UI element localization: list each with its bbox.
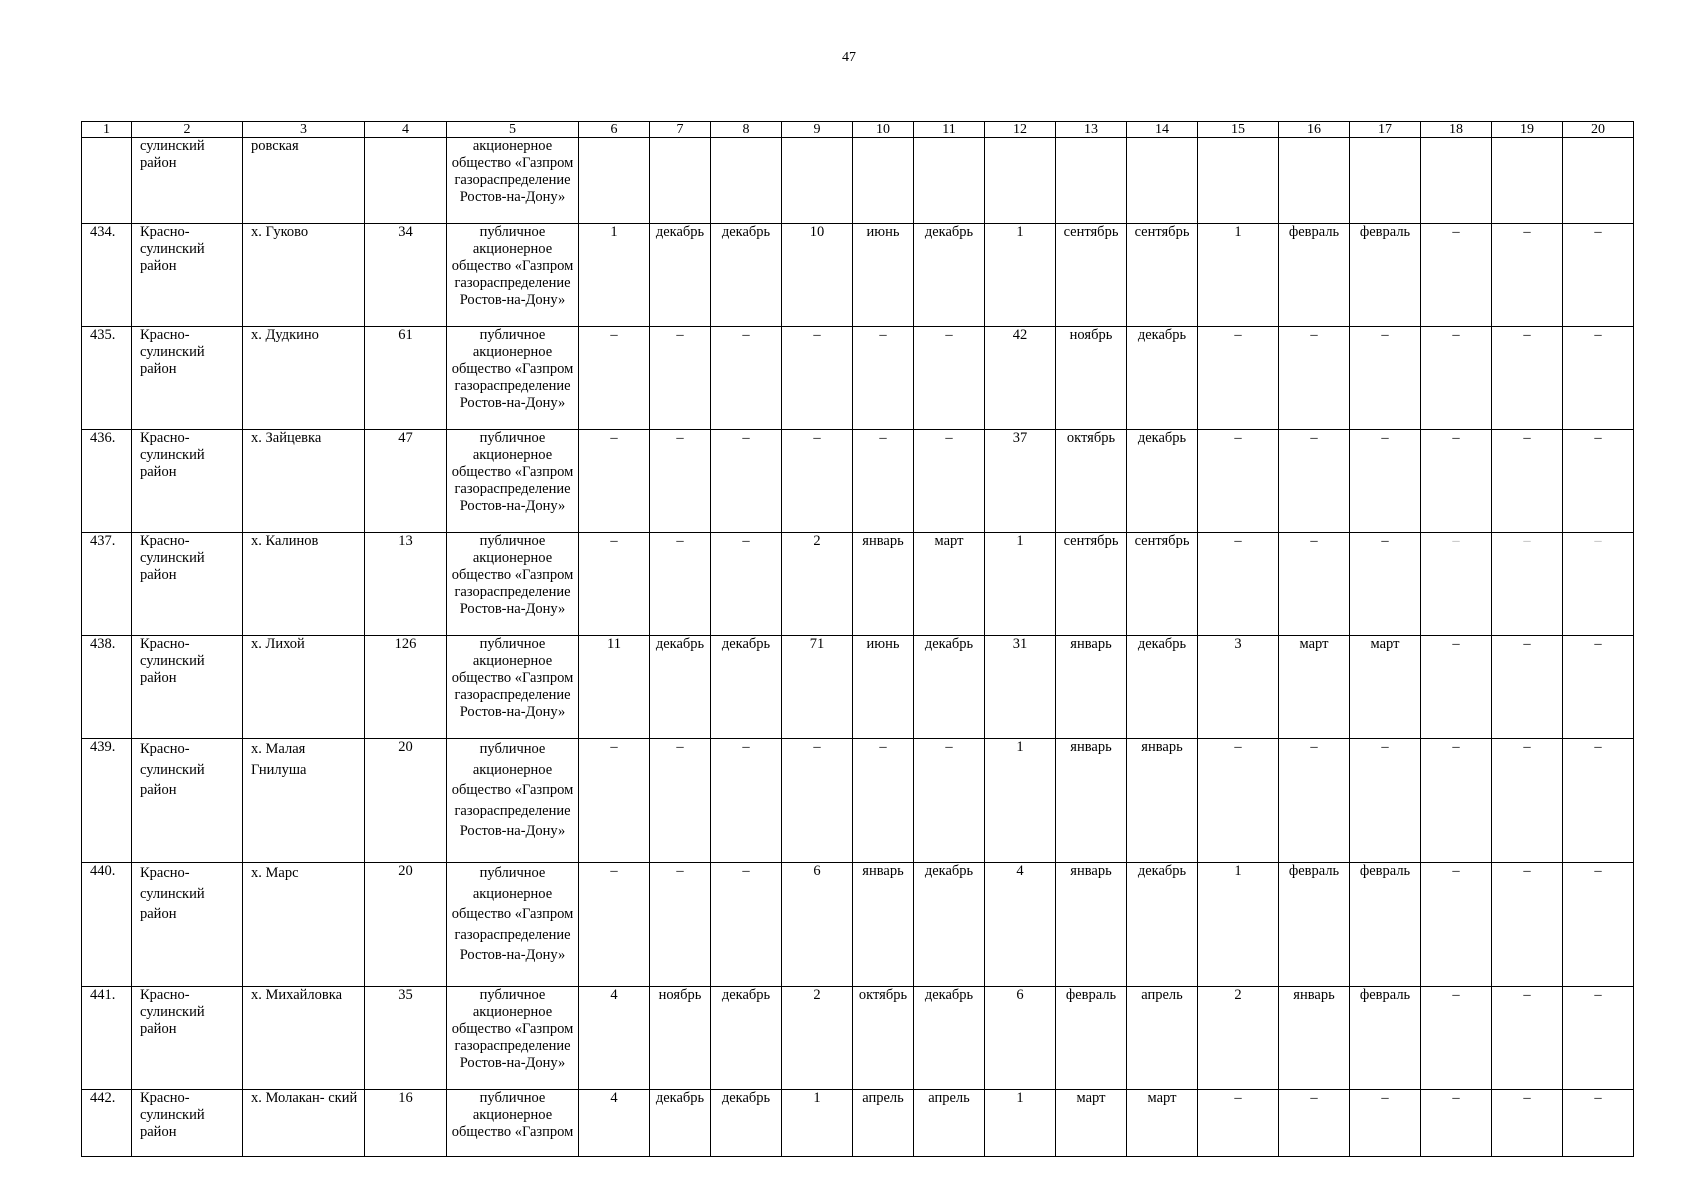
value-cell: – bbox=[1279, 739, 1350, 863]
value-cell: ноябрь bbox=[650, 987, 711, 1090]
column-header: 18 bbox=[1421, 122, 1492, 138]
value-cell: 1 bbox=[985, 533, 1056, 636]
district-cell: Красно- сулинский район bbox=[132, 987, 243, 1090]
value-cell: 1 bbox=[1198, 224, 1279, 327]
value-cell: – bbox=[1350, 1090, 1421, 1157]
value-cell: январь bbox=[1127, 739, 1198, 863]
value-cell: 1 bbox=[985, 739, 1056, 863]
count-cell: 35 bbox=[365, 987, 447, 1090]
table-row bbox=[82, 224, 1634, 327]
organization-cell: публичное акционерное общество «Газпром bbox=[447, 1090, 579, 1157]
value-cell: – bbox=[1350, 739, 1421, 863]
table-row bbox=[82, 863, 1634, 987]
value-cell: – bbox=[1492, 224, 1563, 327]
value-cell: – bbox=[1492, 1090, 1563, 1157]
value-cell: апрель bbox=[853, 1090, 914, 1157]
column-header: 4 bbox=[365, 122, 447, 138]
column-header: 2 bbox=[132, 122, 243, 138]
value-cell: – bbox=[1279, 533, 1350, 636]
value-cell: 1 bbox=[985, 224, 1056, 327]
district-cell: Красно- сулинский район bbox=[132, 739, 243, 863]
value-cell: декабрь bbox=[914, 863, 985, 987]
count-cell: 47 bbox=[365, 430, 447, 533]
value-cell: – bbox=[853, 739, 914, 863]
value-cell: апрель bbox=[914, 1090, 985, 1157]
value-cell: декабрь bbox=[914, 987, 985, 1090]
value-cell: – bbox=[853, 430, 914, 533]
value-cell: – bbox=[782, 739, 853, 863]
column-header: 11 bbox=[914, 122, 985, 138]
row-number-cell: 439. bbox=[82, 739, 132, 863]
value-cell: – bbox=[782, 430, 853, 533]
settlement-cell: х. Гуково bbox=[243, 224, 365, 327]
value-cell: 37 bbox=[985, 430, 1056, 533]
value-cell: 2 bbox=[1198, 987, 1279, 1090]
value-cell: – bbox=[1563, 987, 1634, 1090]
value-cell: сентябрь bbox=[1056, 224, 1127, 327]
value-cell: – bbox=[1563, 224, 1634, 327]
value-cell: – bbox=[1492, 430, 1563, 533]
row-number-cell: 441. bbox=[82, 987, 132, 1090]
organization-cell: публичное акционерное общество «Газпром газораспределение Ростов-на-Дону» bbox=[447, 533, 579, 636]
count-cell bbox=[365, 138, 447, 224]
value-cell: январь bbox=[1056, 739, 1127, 863]
value-cell: – bbox=[1563, 739, 1634, 863]
value-cell: декабрь bbox=[650, 636, 711, 739]
value-cell: март bbox=[1056, 1090, 1127, 1157]
value-cell: – bbox=[1563, 327, 1634, 430]
value-cell: 4 bbox=[579, 987, 650, 1090]
table-row bbox=[82, 327, 1634, 430]
value-cell: январь bbox=[1279, 987, 1350, 1090]
value-cell: – bbox=[914, 739, 985, 863]
value-cell: январь bbox=[1056, 636, 1127, 739]
value-cell: март bbox=[1127, 1090, 1198, 1157]
value-cell: декабрь bbox=[1127, 430, 1198, 533]
value-cell: 4 bbox=[985, 863, 1056, 987]
value-cell: – bbox=[914, 327, 985, 430]
value-cell: – bbox=[1492, 739, 1563, 863]
value-cell: – bbox=[1421, 327, 1492, 430]
value-cell: 42 bbox=[985, 327, 1056, 430]
settlement-cell: х. Лихой bbox=[243, 636, 365, 739]
value-cell: – bbox=[1279, 1090, 1350, 1157]
value-cell: март bbox=[914, 533, 985, 636]
table-row bbox=[82, 636, 1634, 739]
row-number-cell: 438. bbox=[82, 636, 132, 739]
schedule-table bbox=[81, 121, 1634, 1157]
district-cell: Красно- сулинский район bbox=[132, 1090, 243, 1157]
district-cell: Красно- сулинский район bbox=[132, 327, 243, 430]
value-cell: – bbox=[914, 430, 985, 533]
column-header: 9 bbox=[782, 122, 853, 138]
value-cell: – bbox=[1279, 327, 1350, 430]
value-cell: – bbox=[1198, 739, 1279, 863]
value-cell: – bbox=[1492, 533, 1563, 636]
row-number-cell: 442. bbox=[82, 1090, 132, 1157]
column-header: 17 bbox=[1350, 122, 1421, 138]
value-cell: 1 bbox=[985, 1090, 1056, 1157]
count-cell: 61 bbox=[365, 327, 447, 430]
value-cell: – bbox=[711, 533, 782, 636]
count-cell: 16 bbox=[365, 1090, 447, 1157]
column-header: 7 bbox=[650, 122, 711, 138]
value-cell: – bbox=[650, 327, 711, 430]
value-cell: 11 bbox=[579, 636, 650, 739]
value-cell: декабрь bbox=[711, 636, 782, 739]
value-cell: январь bbox=[1056, 863, 1127, 987]
value-cell: – bbox=[1279, 430, 1350, 533]
column-header: 8 bbox=[711, 122, 782, 138]
value-cell: – bbox=[1421, 430, 1492, 533]
row-number-cell: 436. bbox=[82, 430, 132, 533]
district-cell: Красно- сулинский район bbox=[132, 533, 243, 636]
value-cell: – bbox=[1492, 327, 1563, 430]
column-header: 14 bbox=[1127, 122, 1198, 138]
value-cell: март bbox=[1279, 636, 1350, 739]
value-cell: 10 bbox=[782, 224, 853, 327]
continuation-row bbox=[82, 138, 1634, 224]
column-header: 15 bbox=[1198, 122, 1279, 138]
organization-cell: публичное акционерное общество «Газпром газораспределение Ростов-на-Дону» bbox=[447, 636, 579, 739]
table-row bbox=[82, 1090, 1634, 1157]
value-cell: декабрь bbox=[914, 224, 985, 327]
settlement-cell: х. Марс bbox=[243, 863, 365, 987]
organization-cell: публичное акционерное общество «Газпром газораспределение Ростов-на-Дону» bbox=[447, 739, 579, 863]
settlement-cell: х. Зайцевка bbox=[243, 430, 365, 533]
value-cell: – bbox=[579, 863, 650, 987]
value-cell: апрель bbox=[1127, 987, 1198, 1090]
settlement-cell: х. Дудкино bbox=[243, 327, 365, 430]
organization-cell: публичное акционерное общество «Газпром газораспределение Ростов-на-Дону» bbox=[447, 430, 579, 533]
column-header: 13 bbox=[1056, 122, 1127, 138]
table-row bbox=[82, 430, 1634, 533]
value-cell: – bbox=[1421, 987, 1492, 1090]
value-cell: июнь bbox=[853, 636, 914, 739]
organization-cell: акционерное общество «Газпром газораспределение Ростов-на-Дону» bbox=[447, 138, 579, 224]
value-cell: – bbox=[579, 533, 650, 636]
row-number-cell: 434. bbox=[82, 224, 132, 327]
value-cell: декабрь bbox=[914, 636, 985, 739]
column-header: 20 bbox=[1563, 122, 1634, 138]
value-cell: – bbox=[579, 327, 650, 430]
column-header: 3 bbox=[243, 122, 365, 138]
value-cell: – bbox=[1421, 533, 1492, 636]
value-cell: – bbox=[1198, 533, 1279, 636]
value-cell: – bbox=[1492, 636, 1563, 739]
value-cell: октябрь bbox=[1056, 430, 1127, 533]
value-cell: 2 bbox=[782, 533, 853, 636]
count-cell: 20 bbox=[365, 863, 447, 987]
value-cell: январь bbox=[853, 533, 914, 636]
value-cell: – bbox=[782, 327, 853, 430]
value-cell: – bbox=[650, 739, 711, 863]
settlement-cell: х. Молакан- ский bbox=[243, 1090, 365, 1157]
value-cell: – bbox=[650, 533, 711, 636]
value-cell: сентябрь bbox=[1127, 224, 1198, 327]
column-header: 16 bbox=[1279, 122, 1350, 138]
value-cell: декабрь bbox=[1127, 636, 1198, 739]
district-cell: сулинский район bbox=[132, 138, 243, 224]
value-cell: – bbox=[853, 327, 914, 430]
value-cell: январь bbox=[853, 863, 914, 987]
value-cell: 31 bbox=[985, 636, 1056, 739]
value-cell: – bbox=[1198, 1090, 1279, 1157]
value-cell: – bbox=[1198, 327, 1279, 430]
value-cell: декабрь bbox=[711, 987, 782, 1090]
district-cell: Красно- сулинский район bbox=[132, 224, 243, 327]
settlement-cell: х. Малая Гнилуша bbox=[243, 739, 365, 863]
value-cell: октябрь bbox=[853, 987, 914, 1090]
column-header: 5 bbox=[447, 122, 579, 138]
value-cell: – bbox=[1350, 533, 1421, 636]
value-cell: – bbox=[1421, 739, 1492, 863]
value-cell: декабрь bbox=[711, 1090, 782, 1157]
settlement-cell: х. Михайловка bbox=[243, 987, 365, 1090]
organization-cell: публичное акционерное общество «Газпром газораспределение Ростов-на-Дону» bbox=[447, 863, 579, 987]
column-header: 12 bbox=[985, 122, 1056, 138]
organization-cell: публичное акционерное общество «Газпром газораспределение Ростов-на-Дону» bbox=[447, 327, 579, 430]
value-cell: – bbox=[1563, 863, 1634, 987]
row-number-cell bbox=[82, 138, 132, 224]
value-cell: – bbox=[1421, 636, 1492, 739]
page-number: 47 bbox=[842, 50, 856, 65]
column-header: 6 bbox=[579, 122, 650, 138]
settlement-cell: х. Калинов bbox=[243, 533, 365, 636]
table-row bbox=[82, 987, 1634, 1090]
settlement-cell: ровская bbox=[243, 138, 365, 224]
value-cell: – bbox=[579, 739, 650, 863]
value-cell: 1 bbox=[782, 1090, 853, 1157]
district-cell: Красно- сулинский район bbox=[132, 636, 243, 739]
district-cell: Красно- сулинский район bbox=[132, 863, 243, 987]
value-cell: – bbox=[579, 430, 650, 533]
value-cell: – bbox=[1492, 987, 1563, 1090]
value-cell: 6 bbox=[782, 863, 853, 987]
value-cell: – bbox=[1421, 863, 1492, 987]
value-cell: – bbox=[650, 430, 711, 533]
value-cell: сентябрь bbox=[1056, 533, 1127, 636]
value-cell: – bbox=[1350, 327, 1421, 430]
value-cell: июнь bbox=[853, 224, 914, 327]
value-cell: – bbox=[711, 430, 782, 533]
count-cell: 126 bbox=[365, 636, 447, 739]
count-cell: 20 bbox=[365, 739, 447, 863]
value-cell: февраль bbox=[1350, 224, 1421, 327]
value-cell: декабрь bbox=[1127, 327, 1198, 430]
column-header: 19 bbox=[1492, 122, 1563, 138]
value-cell: – bbox=[1563, 430, 1634, 533]
value-cell: март bbox=[1350, 636, 1421, 739]
organization-cell: публичное акционерное общество «Газпром газораспределение Ростов-на-Дону» bbox=[447, 987, 579, 1090]
value-cell: – bbox=[711, 863, 782, 987]
value-cell: – bbox=[1198, 430, 1279, 533]
district-cell: Красно- сулинский район bbox=[132, 430, 243, 533]
value-cell: февраль bbox=[1056, 987, 1127, 1090]
value-cell: – bbox=[711, 327, 782, 430]
value-cell: – bbox=[650, 863, 711, 987]
value-cell: – bbox=[1492, 863, 1563, 987]
value-cell: февраль bbox=[1350, 863, 1421, 987]
value-cell: декабрь bbox=[1127, 863, 1198, 987]
value-cell: 4 bbox=[579, 1090, 650, 1157]
value-cell: февраль bbox=[1350, 987, 1421, 1090]
column-header: 1 bbox=[82, 122, 132, 138]
value-cell: февраль bbox=[1279, 224, 1350, 327]
row-number-cell: 435. bbox=[82, 327, 132, 430]
value-cell: – bbox=[1421, 1090, 1492, 1157]
value-cell: декабрь bbox=[650, 1090, 711, 1157]
value-cell: – bbox=[1563, 533, 1634, 636]
header-row bbox=[82, 122, 1634, 138]
row-number-cell: 437. bbox=[82, 533, 132, 636]
table-row bbox=[82, 533, 1634, 636]
value-cell: февраль bbox=[1279, 863, 1350, 987]
value-cell: 6 bbox=[985, 987, 1056, 1090]
column-header: 10 bbox=[853, 122, 914, 138]
value-cell: сентябрь bbox=[1127, 533, 1198, 636]
value-cell: – bbox=[1421, 224, 1492, 327]
value-cell: 1 bbox=[1198, 863, 1279, 987]
value-cell: декабрь bbox=[711, 224, 782, 327]
organization-cell: публичное акционерное общество «Газпром газораспределение Ростов-на-Дону» bbox=[447, 224, 579, 327]
count-cell: 34 bbox=[365, 224, 447, 327]
value-cell: – bbox=[1563, 1090, 1634, 1157]
value-cell: декабрь bbox=[650, 224, 711, 327]
value-cell: – bbox=[1563, 636, 1634, 739]
value-cell: 2 bbox=[782, 987, 853, 1090]
value-cell: 71 bbox=[782, 636, 853, 739]
value-cell: ноябрь bbox=[1056, 327, 1127, 430]
value-cell: – bbox=[711, 739, 782, 863]
value-cell: 3 bbox=[1198, 636, 1279, 739]
value-cell: – bbox=[1350, 430, 1421, 533]
count-cell: 13 bbox=[365, 533, 447, 636]
table-row bbox=[82, 739, 1634, 863]
value-cell: 1 bbox=[579, 224, 650, 327]
row-number-cell: 440. bbox=[82, 863, 132, 987]
